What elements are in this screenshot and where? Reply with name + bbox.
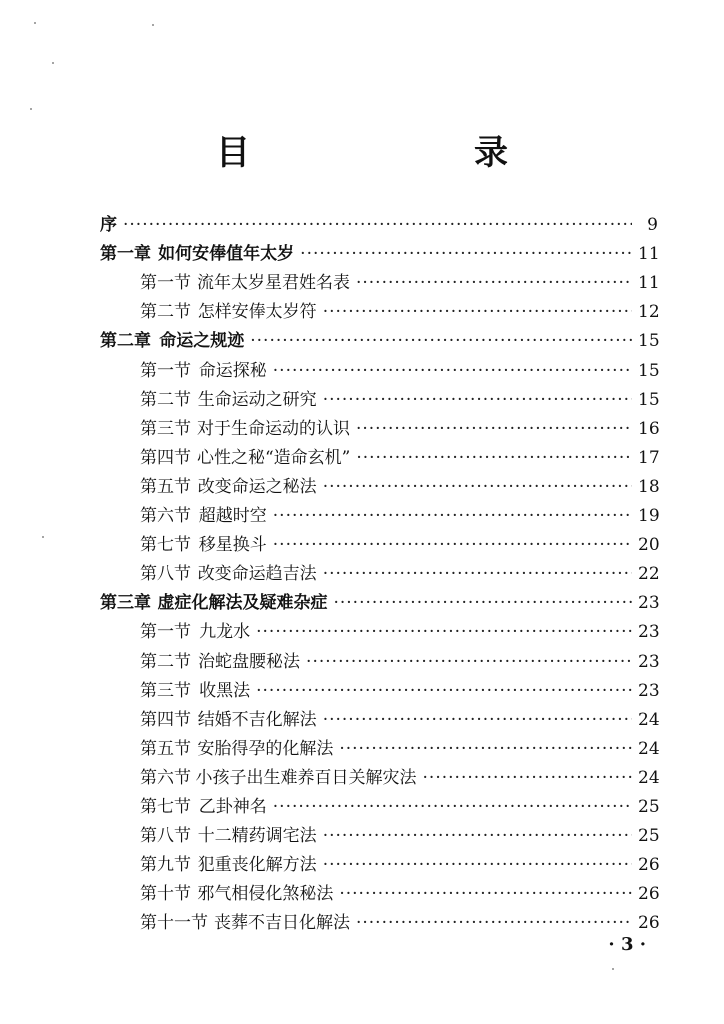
toc-entry-title: 命运探秘 [198, 360, 267, 381]
toc-entry-number: 第九节 [140, 855, 191, 876]
dot-leader [273, 356, 632, 386]
dot-leader [323, 297, 632, 327]
toc-entry-title: 结婚不吉化解法 [197, 709, 317, 730]
toc-section-entry [140, 559, 658, 589]
toc-entry-number: 序 [100, 215, 117, 235]
dot-leader [273, 792, 632, 822]
toc-entry-title: 十二精药调宅法 [197, 826, 317, 847]
toc-entry-title: 犯重丧化解方法 [197, 855, 317, 876]
toc-section-entry [140, 356, 658, 386]
page-title: 目 录 [216, 133, 560, 173]
scan-speck [612, 968, 614, 970]
toc-entry-title: 改变命运趋吉法 [197, 564, 317, 585]
scan-speck [34, 22, 36, 24]
toc-entry-page: 15 [638, 331, 660, 352]
toc-entry-number: 第十节 [140, 884, 191, 905]
toc-entry-title: 对于生命运动的认识 [196, 418, 350, 439]
dot-leader [273, 501, 632, 531]
toc-entry-title: 安胎得孕的化解法 [197, 738, 334, 759]
toc-section-entry [140, 647, 658, 677]
toc-chapter-entry [100, 588, 658, 618]
toc-entry-page: 26 [638, 884, 660, 905]
dot-leader [323, 559, 632, 589]
toc-entry-page: 23 [638, 593, 660, 614]
toc-entry-title: 虚症化解法及疑难杂症 [157, 593, 328, 614]
toc-entry-number: 第七节 [140, 797, 191, 817]
toc-entry-page: 15 [638, 389, 660, 410]
dot-leader [256, 617, 632, 647]
dot-leader [300, 239, 632, 269]
toc-entry-page: 23 [638, 622, 660, 643]
toc-entry-title: 心性之秘“造命玄机” [196, 447, 351, 468]
toc-chapter-entry [100, 326, 658, 356]
dot-leader [323, 850, 632, 880]
toc-entry-number: 第四节 [140, 709, 191, 730]
toc-entry-number: 第七节 [140, 535, 191, 556]
toc-entry-page: 26 [638, 855, 660, 876]
toc-entry-page: 26 [638, 913, 660, 934]
toc-chapter-entry [100, 210, 658, 240]
toc-entry-number: 第二章 [100, 331, 151, 352]
toc-entry-page: 17 [638, 447, 660, 468]
toc-entry-title: 丧葬不吉日化解法 [213, 913, 350, 934]
toc-entry-page: 23 [638, 651, 660, 672]
toc-entry-number: 第五节 [140, 738, 191, 759]
dot-leader [323, 821, 632, 851]
toc-entry-title: 命运之规迹 [159, 331, 245, 352]
dot-leader [356, 414, 632, 444]
dot-leader [323, 705, 632, 735]
dot-leader [306, 647, 632, 677]
toc-entry-number: 第四节 [140, 447, 191, 468]
dot-leader [423, 763, 632, 793]
toc-entry-title: 小孩子出生难养百日关解灾法 [195, 767, 417, 788]
toc-section-entry [140, 443, 658, 473]
toc-entry-page: 11 [638, 273, 660, 294]
scan-speck [30, 108, 32, 110]
toc-entry-title: 邪气相侵化煞秘法 [197, 884, 334, 905]
toc-section-entry [140, 414, 658, 444]
toc-section-entry [140, 908, 658, 938]
toc-entry-title: 收黑法 [199, 680, 251, 701]
toc-entry-title: 治蛇盘腰秘法 [198, 651, 301, 672]
dot-leader [356, 443, 632, 473]
toc-entry-number: 第二节 [140, 651, 191, 672]
dot-leader [333, 588, 632, 618]
toc-entry-number: 第一节 [140, 622, 191, 643]
toc-section-entry [140, 472, 658, 502]
toc-entry-page: 24 [638, 767, 660, 788]
toc-entry-page: 25 [638, 826, 660, 847]
toc-section-entry [140, 850, 658, 880]
toc-entry-number: 第十一节 [140, 913, 208, 934]
toc-section-entry [140, 676, 658, 706]
toc-entry-number: 第一节 [140, 360, 191, 381]
toc-entry-page: 24 [638, 738, 660, 759]
dot-leader [323, 385, 632, 415]
toc-entry-number: 第八节 [140, 564, 191, 585]
dot-leader [323, 472, 632, 502]
toc-section-entry [140, 879, 658, 909]
toc-entry-page: 16 [638, 418, 660, 439]
toc-entry-number: 第五节 [140, 476, 191, 497]
toc-entry-title: 生命运动之研究 [197, 389, 317, 410]
toc-entry-number: 第三章 [100, 593, 151, 614]
toc-entry-title: 超越时空 [198, 506, 267, 526]
dot-leader [250, 326, 632, 356]
toc-section-entry [140, 821, 658, 851]
toc-entry-number: 第六节 [140, 767, 191, 788]
toc-section-entry [140, 763, 658, 793]
toc-entry-number: 第一章 [100, 244, 151, 265]
toc-section-entry [140, 617, 658, 647]
toc-entry-page: 23 [638, 680, 660, 701]
toc-entry-page: 9 [647, 215, 658, 235]
dot-leader [339, 879, 632, 909]
toc-entry-title: 移星换斗 [198, 535, 267, 556]
dot-leader [356, 268, 632, 298]
toc-entry-title: 流年太岁星君姓名表 [196, 273, 350, 294]
toc-entry-page: 24 [638, 709, 660, 730]
toc-entry-title: 如何安俸值年太岁 [158, 244, 295, 265]
toc-entry-page: 19 [638, 506, 660, 526]
toc-chapter-entry [100, 239, 658, 269]
toc-section-entry [140, 268, 658, 298]
toc-section-entry [140, 385, 658, 415]
toc-section-entry [140, 705, 658, 735]
toc-section-entry [140, 297, 658, 327]
scan-speck [42, 536, 44, 538]
toc-entry-title: 改变命运之秘法 [197, 476, 317, 497]
toc-entry-number: 第二节 [140, 389, 191, 410]
toc-entry-number: 第八节 [140, 826, 191, 847]
dot-leader [256, 676, 632, 706]
toc-entry-number: 第一节 [140, 273, 191, 294]
toc-entry-page: 15 [638, 360, 660, 381]
dot-leader [339, 734, 632, 764]
toc-section-entry [140, 530, 658, 560]
toc-entry-title: 怎样安俸太岁符 [197, 302, 317, 323]
toc-entry-page: 22 [638, 564, 660, 585]
toc-section-entry [140, 734, 658, 764]
dot-leader [356, 908, 632, 938]
toc-entry-page: 25 [638, 797, 660, 817]
toc-entry-title: 九龙水 [199, 622, 251, 643]
toc-entry-number: 第二节 [140, 302, 191, 323]
toc-entry-page: 20 [638, 535, 660, 556]
scan-speck [152, 24, 154, 26]
toc-section-entry [140, 792, 658, 822]
toc-entry-page: 11 [638, 244, 660, 265]
scan-speck [52, 62, 54, 64]
page-number: · 3 · [608, 934, 646, 955]
toc-entry-page: 12 [638, 302, 660, 323]
dot-leader [123, 210, 632, 240]
toc-entry-number: 第六节 [140, 506, 191, 526]
toc-entry-number: 第三节 [140, 418, 191, 439]
toc-entry-number: 第三节 [140, 680, 191, 701]
toc-entry-title: 乙卦神名 [198, 797, 267, 817]
dot-leader [273, 530, 632, 560]
toc-section-entry [140, 501, 658, 531]
toc-entry-page: 18 [638, 476, 660, 497]
